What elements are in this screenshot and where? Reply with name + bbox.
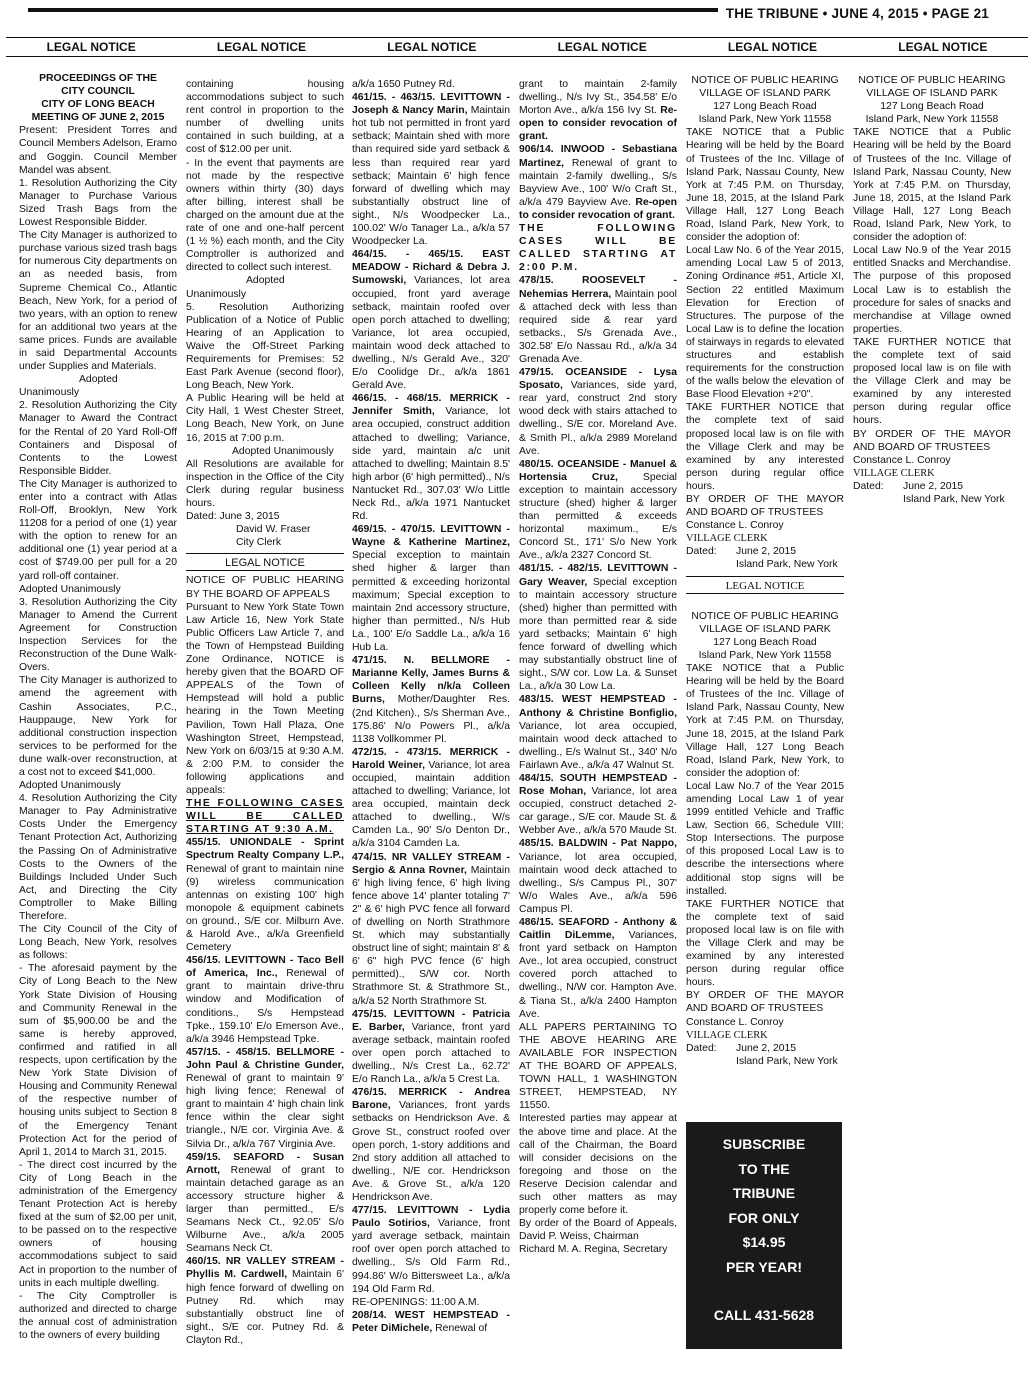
dated-line: Dated: June 3, 2015 (186, 511, 280, 523)
case-text: Variances, front yard setback on Hampton Ave., lot area occupied, construct covered porch attached to dwelling., N/W cor. Hampton Ave. & Tiana St., a/k/a 2400 Hampton Ave. (519, 930, 677, 1020)
paragraph: TAKE FURTHER NOTICE that the complete text of said proposed local law is on file with the Village Clerk and may be examined by any interested person during regular office hours. (686, 898, 844, 989)
notice-title: NOTICE OF PUBLIC HEARING VILLAGE OF ISLAND PARK (858, 75, 1006, 100)
case-text: Variances, lot area occupied, front yard average setback, maintain roofed over open porch attached to dwelling; Variance, lot area occupied, maintain wood deck attached to dwelling., N/s Gerald Ave., 320' E/o Coolidge Dr., a/k/a 1861 Gerald Ave. (352, 275, 510, 392)
case-entry (519, 78, 677, 143)
subscribe-ad (686, 1122, 842, 1349)
case-title: 479/15. OCEANSIDE - Lysa Sposato, (519, 367, 677, 392)
case-title: 459/15. SEAFORD - Susan Arnott, (186, 1151, 344, 1176)
paragraph: The City Manager is authorized to purchase various sized trash bags for numerous City departments on an as needed basis, from Supreme Chemical Co., Atlantic Beach, New York, for a period of two years, with an option to renew for an additional two years at the same prices. Funds are available in said Departmental Accounts under Supplies and Materials. (19, 230, 177, 373)
case-text: Renewal of grant to maintain 2-family dwelling., S/s Bayview Ave., 100' W/o Craft St., a/k/a 479 Bayview Ave. (519, 157, 677, 208)
dated-label: Dated: (686, 546, 717, 558)
case-title: 483/15. WEST HEMPSTEAD - Anthony & Christine Bonfiglio, (519, 694, 677, 719)
case-title: 460/15. NR VALLEY STREAM - Phyllis M. Cardwell, (186, 1256, 344, 1281)
case-title: 455/15. UNIONDALE - Sprint Spectrum Realty Company L.P., (186, 837, 344, 862)
case-entry (519, 143, 677, 222)
case-title: 461/15. - 463/15. LEVITTOWN - Joseph & Nancy Marin, (352, 92, 510, 117)
subscribe-ad-line: TO THE (738, 1160, 790, 1177)
notice-address: Island Park, New York 11558 (865, 114, 999, 126)
case-entry (186, 1046, 344, 1151)
paragraph: Local Law No. 6 of the Year 2015, amending Local Law 5 of 2013, Zoning Ordinance #51, Article XI, Section 22 entitled Maximum Elevation for Erection of Structures. The purpose of the Local Law is to define the location of stairways in regards to elevated structures and establish requirements for the construction of the walls below the elevation of Base Flood Elevation +2'0". (686, 245, 844, 401)
subscribe-ad-price: $14.95 (742, 1234, 786, 1250)
adopted-line: Adopted Unanimously (19, 374, 118, 399)
paragraph: Local Law No.7 of the Year 2015 amending Local Law 1 of year 1999 entitled Vehicle and Traffic Law, Section 66, Schedule VIII: Stop Intersections. The purpose of this proposed Local Law is to describe the intersections where additional stop signs will be installed. (686, 780, 844, 897)
case-title: 466/15. - 468/15. MERRICK - Jennifer Smith, (352, 393, 510, 418)
case-entry (519, 274, 677, 366)
divider (686, 593, 844, 594)
case-entry (352, 746, 510, 851)
case-text: Special exception to maintain accessory structure (shed) higher than permitted with more than permitted rear & side yard setbacks; Maintain 6' high fence forward of dwelling which may substantially obstruct line of sight., S/W cor. Low La. & Sunset La., a/k/a 30 Low La. (519, 576, 677, 693)
paragraph: TAKE NOTICE that a Public Hearing will be held by the Board of Trustees of the Inc. Village of Island Park, Nassau County, New York at 7:45 P.M. on Thursday, June 18, 2015, at the Island Park Village Hall, 127 Long Beach Road, Island Park, New York, to consider the adoption of: (686, 663, 844, 779)
notice-title: NOTICE OF PUBLIC HEARING BY THE BOARD OF APPEALS (186, 575, 344, 600)
case-text: Maintain 6' high fence forward of dwelling on Putney Rd. which may substantially obstruct line of sight., S/E cor. Putney Rd. & Clayton Rd., (186, 1269, 344, 1346)
paragraph: BY ORDER OF THE MAYOR AND BOARD OF TRUSTEES (686, 990, 844, 1015)
section-header-rule-bottom (6, 56, 1028, 57)
case-entry (186, 1255, 344, 1347)
case-title: 471/15. N. BELLMORE - Marianne Kelly, James Burns & Colleen Kelly n/k/a Colleen Burns, (352, 655, 510, 706)
case-entry (352, 851, 510, 1008)
case-entry (186, 954, 344, 1046)
schedule-heading: THE FOLLOWING CASES WILL BE CALLED STARTING AT 2:00 P.M. (519, 223, 677, 274)
case-entry (519, 772, 677, 837)
case-title: 481/15. - 482/15. LEVITTOWN - Gary Weaver, (519, 563, 677, 588)
paragraph: BY ORDER OF THE MAYOR AND BOARD OF TRUSTEES (853, 428, 1011, 453)
case-text: Variance, lot area occupied, maintain wood deck attached to dwelling., E/s Walnut St., 340' N/o Fairlawn Ave., a/k/a 47 Walnut St. (519, 720, 677, 771)
case-title: 477/15. LEVITTOWN - Lydia Paulo Sotirios, (352, 1205, 510, 1230)
signature-title: VILLAGE CLERK (686, 533, 768, 545)
paragraph: TAKE FURTHER NOTICE that the complete text of said proposed local law is on file with the Village Clerk and may be examined by any interested person during regular office hours. (686, 402, 844, 492)
dated-line (853, 480, 1011, 493)
case-text: Special exception to maintain accessory structure (shed) higher & larger than permitted & exceeds horizontal maximum., E/s Concord St., 171' S/o New York Ave., a/k/a 2327 Concord St. (519, 471, 677, 562)
case-entry (352, 1008, 510, 1087)
signature-name: Constance L. Conroy (686, 520, 784, 532)
case-entry (519, 837, 677, 916)
case-title: 478/15. ROOSEVELT - Nehemias Herrera, (519, 275, 677, 300)
paragraph: ALL PAPERS PERTAINING TO THE ABOVE HEARING ARE AVAILABLE FOR INSPECTION AT THE BOARD OF APPEALS, TOWN HALL, 1 WASHINGTON STREET, HEMPSTEAD, NY 11550. (519, 1021, 677, 1112)
notice-title: CITY COUNCIL (61, 86, 135, 98)
notice-address: Island Park, New York 11558 (698, 114, 832, 126)
signature-title: VILLAGE CLERK (686, 1029, 768, 1041)
subscribe-ad-line: TRIBUNE (732, 1185, 796, 1201)
case-text: Variance, lot area occupied, construct addition attached to dwelling; Variance, side yard, maintain a/c unit attached to dwelling; Maintain 8.5' high arbor (6' high permitted)., N/s Nantucket Rd., 307.03' W/o Little Neck Rd., a/k/a 1971 Nantucket Rd. (352, 406, 510, 523)
paragraph: All Resolutions are available for inspection in the Office of the City Clerk during regular business hours. (186, 458, 344, 509)
revocation-note: Re-open to consider revocation of grant. (519, 105, 677, 143)
dated-line (686, 545, 844, 558)
case-title: 472/15. - 473/15. MERRICK - Harold Weiner, (352, 746, 510, 771)
paragraph: 5. Resolution Authorizing Publication of a Notice of Public Hearing of an Application to Waive the Off-Street Parking Requirements for Premises: 52 East Park Avenue (second floor), Long Beach, New York. (186, 301, 344, 392)
paragraph: Local Law No.9 of the Year 2015 entitled Snacks and Merchandise. The purpose of this proposed Local Law is to establish the procedure for sales of snacks and merchandise at Village owned properties. (853, 245, 1011, 335)
case-title: 474/15. NR VALLEY STREAM - Sergio & Anna Rovner, (352, 851, 510, 876)
paragraph: By order of the Board of Appeals, David P. Weiss, Chairman (519, 1218, 677, 1243)
subscribe-ad-line: FOR ONLY (728, 1209, 800, 1226)
case-entry (352, 1204, 510, 1296)
paragraph: The City Manager is authorized to amend the agreement with Cashin Associates, P.C., Hauppauge, New York for additional construction inspection services to be performed for the dune walk-over reconstruction, at a cost not to exceed $41,000. (19, 675, 177, 778)
paragraph: - In the event that payments are not made by the respective owners within thirty (30) days after billing, interest shall be charged on the amount due at the rate of one and one-half percent (1 ½ %) each month, and the City Comptroller is authorized and directed to collect such interest. (186, 157, 344, 274)
paragraph: containing housing accommodations subject to such rent control in proportion to the number of dwelling units contained in such building, at a cost of $12.00 per unit. (186, 79, 344, 156)
case-entry (519, 693, 677, 772)
dated-value: June 2, 2015 (736, 1042, 797, 1054)
case-title: 476/15. MERRICK - Andrea Barone, (352, 1087, 510, 1112)
case-entry (352, 1309, 510, 1335)
signature-name: David W. Fraser (236, 524, 311, 536)
subscribe-ad-line: PER YEAR! (726, 1258, 802, 1275)
section-header-rule-top (6, 37, 1028, 38)
case-entry (352, 523, 510, 654)
dated-place: Island Park, New York (903, 494, 1005, 505)
column-4 (519, 78, 677, 1374)
notice-address: 127 Long Beach Road (713, 101, 817, 113)
paragraph: TAKE NOTICE that a Public Hearing will be held by the Board of Trustees of the Inc. Village of Island Park, Nassau County, New York at 7:45 P.M. on Thursday, June 18, 2015, at the Island Park Village Hall, 127 Long Beach Road, Island Park, New York, to consider the adoption of: (853, 127, 1011, 244)
paragraph: A Public Hearing will be held at City Hall, 1 West Chester Street, Long Beach, New York, on June 16, 2015 at 7:00 p.m. (186, 393, 344, 444)
divider (686, 576, 844, 577)
case-text: Mother/Daughter Res. (2nd Kitchen)., S/s Sherman Ave., 175.86' N/o Powers Pl., a/k/a 1138 Vollkommer Pl. (352, 694, 510, 745)
case-title: 456/15. LEVITTOWN - Taco Bell of America, Inc., (186, 955, 344, 980)
dated-label: Dated: (853, 480, 884, 492)
section-header: LEGAL NOTICE (727, 40, 818, 54)
column-3 (352, 78, 510, 1374)
case-text: Renewal of (432, 1322, 488, 1334)
case-text: Maintain hot tub not permitted in front yard setback; Maintain shed with more than required side yard setback & less than required rear yard setback; Maintain 6' high fence forward of dwelling which may substantially obstruct line of sight., N/s Woodpecker La., 100.02' W/o Tanager La., a/k/a 57 Woodpecker La. (352, 105, 510, 248)
notice-address: Island Park, New York 11558 (698, 649, 832, 661)
case-text: Variance, front yard average setback, maintain roof over open porch attached to dwelling., S/s Old Farm Rd., 994.86' W/o Bittersweet La., a/k/a 194 Old Farm Rd. (352, 1218, 510, 1295)
case-text: Variances, front yards setbacks on Hendrickson Ave. & Grove St., construct roofed over open porch, 1-story additions and 2nd story addition all attached to dwelling., N/E cor. Hendrickson Ave. & Grove St., a/k/a 120 Hendrickson Ave. (352, 1100, 510, 1203)
case-text: Variance, lot area occupied, construct detached 2-car garage., S/E cor. Maude St. & Webber Ave., a/k/a 570 Maude St. (519, 786, 677, 837)
case-text: Special exception to maintain shed higher & larger than permitted & exceeding horizontal maximum; Special exception to maintain 2nd accessory structure, higher than permitted., N/s Hub La., 100' E/o Saddle La., a/k/a 16 Hub La. (352, 550, 510, 654)
paragraph: 4. Resolution Authorizing the City Manager to Pay Administrative Costs Under the Emergency Tenant Protection Act, Authorizing the Passing On of Administrative Costs to the Owners of the Buildings Included Under Such Act, and Directing the City Comptroller to Make Billing Therefore. (19, 793, 177, 922)
notice-address: 127 Long Beach Road (880, 101, 984, 113)
paragraph: - The aforesaid payment by the City of Long Beach to the New York State Division of Housing and Community Renewal in the sum of $5,900.00 be and the same is hereby approved, confirmed and ratified in all respects, upon certification by the New York State Division of Housing and Community Renewal of the respective number of housing units subject to Section 8 of the Emergency Tenant Protection Act for the period of April 1, 2014 to March 31, 2015. (19, 963, 177, 1158)
case-entry (519, 916, 677, 1021)
paragraph: - The direct cost incurred by the City of Long Beach in the administration of the Emergency Tenant Protection Act is hereby fixed at the sum of $2.00 per unit, to be passed on to the respective owners of housing accommodations subject to said Act in proportion to the number of units in each multiple dwelling. (19, 1159, 177, 1289)
signature-name: Constance L. Conroy (853, 454, 951, 466)
paragraph: The City Council of the City of Long Beach, New York, resolves as follows: (19, 924, 177, 962)
dated-line (686, 1042, 844, 1055)
paragraph: TAKE NOTICE that a Public Hearing will be held by the Board of Trustees of the Inc. Village of Island Park, Nassau County, New York at 7:45 P.M. on Thursday, June 18, 2015, at the Island Park Village Hall, 127 Long Beach Road, Island Park, New York, to consider the adoption of: (686, 127, 844, 244)
paragraph: - The City Comptroller is authorized and directed to charge the annual cost of administration to the owners of every building (19, 1290, 177, 1341)
case-title: 208/14. WEST HEMPSTEAD - Peter DiMichele, (352, 1309, 510, 1334)
paragraph: Interested parties may appear at the above time and place. At the call of the Chairman, the Board will consider decisions on the foregoing and those on the Reserve Decision calendar and such other matters as may properly come before it. (519, 1113, 677, 1217)
paragraph: BY ORDER OF THE MAYOR AND BOARD OF TRUSTEES (686, 494, 844, 519)
signature-title: VILLAGE CLERK (853, 467, 935, 479)
case-title: 485/15. BALDWIN - Pat Nappo, (519, 838, 677, 850)
case-entry (186, 1151, 344, 1256)
divider (186, 553, 344, 554)
case-text: Variances, side yard, rear yard, construct 2nd story wood deck with stairs attached to dwelling., S/E cor. Moreland Ave. & Smith Pl., a/k/a 2989 Moreland Ave. (519, 380, 677, 457)
notice-title: PROCEEDINGS OF THE (39, 73, 157, 84)
case-text: Variance, lot area occupied, maintain wood deck attached to dwelling., S/s Campus Pl., 307' W/o Wales Ave., a/k/a 596 Campus Pl. (519, 851, 677, 915)
case-title: 906/14. INWOOD - Sebastiana Martinez, (519, 144, 677, 169)
case-entry (186, 836, 344, 954)
case-text: Renewal of grant to maintain nine (9) wireless communication antennas on existing 100' high monopole & equipment cabinets on ground., S/E cor. Milburn Ave. & Harold Ave., a/k/a Greenfield Cemetery (186, 863, 344, 954)
case-entry (352, 248, 510, 392)
case-title: 469/15. - 470/15. LEVITTOWN - Wayne & Katherine Martinez, (352, 524, 510, 549)
case-title: 464/15. - 465/15. EAST MEADOW - Richard & Debra J. Sumowski, (352, 249, 510, 287)
column-6 (853, 74, 1011, 1370)
case-text: Variance, lot area occupied, maintain addition attached to dwelling; Variance, lot area occupied, maintain deck attached to dwelling., W/s Camden La., 90' S/o Denton Dr., a/k/a 3104 Camden La. (352, 759, 510, 850)
case-entry (519, 366, 677, 458)
adopted-line: Adopted Unanimously (19, 583, 121, 595)
paragraph: 1. Resolution Authorizing the City Manager to Purchase Various Sized Trash Bags from the Lowest Responsible Bidder. (19, 177, 177, 229)
notice-title: MEETING OF JUNE 2, 2015 (31, 112, 165, 124)
column-1 (19, 72, 177, 1368)
dated-place: Island Park, New York (736, 559, 838, 571)
case-text: Variance, front yard average setback, maintain roofed over open porch attached to dwelling., N/s Crest La., 62.72' E/o Ranch La., a/k/a 5 Crest La. (352, 1021, 510, 1086)
section-header: LEGAL NOTICE (898, 40, 988, 54)
case-text: Renewal of grant to maintain detached garage as an accessory structure higher & larger than permitted., E/s Seamans Neck Ct., 92.05' S/o Wilburne Ave., a/k/a 2005 Seamans Neck Ct. (186, 1164, 344, 1255)
signature-title: City Clerk (236, 537, 282, 549)
case-text: Maintain 6' high living fence, 6' high living fence above 14' planter totaling 7' 2" & 6' high PVC fence all forward of dwelling on North Strathmore St. which may substantially obstruct line of sight; maintain 8' & 6' 6" high PVC fence (6' high permitted)., S/W cor. North Strathmore St. & Strathmore St., a/k/a 52 North Strathmore St. (352, 864, 510, 1007)
notice-title: NOTICE OF PUBLIC HEARING VILLAGE OF ISLAND PARK (691, 75, 839, 100)
paragraph: Richard M. A. Regina, Secretary (519, 1244, 668, 1256)
case-title: 457/15. - 458/15. BELLMORE - John Paul & Christine Gunder, (186, 1046, 344, 1071)
section-header: LEGAL NOTICE (387, 40, 477, 54)
signature-name: Constance L. Conroy (686, 1016, 784, 1028)
divider (186, 570, 344, 571)
paragraph: TAKE FURTHER NOTICE that the complete text of said proposed local law is on file with the Village Clerk and may be examined by any interested person during regular office hours. (853, 336, 1011, 427)
section-header: LEGAL NOTICE (557, 40, 647, 54)
case-entry (352, 91, 510, 248)
legal-notice-heading: LEGAL NOTICE (725, 579, 805, 592)
case-entry (352, 1086, 510, 1204)
masthead: THE TRIBUNE • JUNE 4, 2015 • PAGE 21 (725, 6, 989, 21)
case-title: 486/15. SEAFORD - Anthony & Caitlin DiLemme, (519, 917, 677, 942)
case-entry (519, 562, 677, 693)
paragraph: Pursuant to New York State Town Law Article 16, New York State Public Officers Law Article 7, and the Town of Hempstead Building Zone Ordinance, NOTICE is hereby given that the BOARD OF APPEALS of the Town of Hempstead will hold a public hearing in the Town Meeting Pavilion, Town Hall Plaza, One Washington Street, Hempstead, New York on 6/03/15 at 9:30 A.M. & 2:00 P.M. to consider the following applications and appeals: (186, 601, 344, 796)
column-2 (186, 78, 344, 1374)
masthead-rule (28, 8, 718, 12)
case-entry (519, 458, 677, 563)
case-text: grant to maintain 2-family dwelling., N/s Ivy St., 354.58' E/o Morton Ave., a/k/a 156 Ivy St. (519, 79, 677, 117)
notice-title: NOTICE OF PUBLIC HEARING VILLAGE OF ISLAND PARK (691, 610, 839, 635)
reopenings-heading: RE-OPENINGS: 11:00 A.M. (352, 1296, 480, 1308)
dated-value: June 2, 2015 (903, 480, 964, 492)
paragraph: a/k/a 1650 Putney Rd. (352, 79, 455, 90)
case-title: 484/15. SOUTH HEMPSTEAD - Rose Mohan, (519, 772, 677, 798)
legal-notice-heading: LEGAL NOTICE (225, 557, 305, 570)
case-title: 475/15. LEVITTOWN - Patricia E. Barber, (352, 1008, 510, 1033)
notice-title: CITY OF LONG BEACH (41, 99, 155, 111)
dated-label: Dated: (686, 1042, 717, 1054)
subscribe-ad-line: SUBSCRIBE (722, 1136, 806, 1152)
dated-place: Island Park, New York (736, 1055, 838, 1067)
revocation-note: Re-open to consider revocation of grant. (519, 196, 677, 221)
paragraph: 3. Resolution Authorizing the City Manager to Amend the Current Agreement for Construction Inspection Services for the Reconstruction of the Dune Walk-Overs. (19, 596, 177, 674)
adopted-line: Adopted Unanimously (186, 275, 285, 300)
case-text: Renewal of grant to maintain drive-thru window and Modification of conditions., S/s Hempstead Tpke., 159.10' E/o Emerson Ave., a/k/a 3946 Hempstead Tpke. (186, 968, 344, 1045)
paragraph: 2. Resolution Authorizing the City Manager to Award the Contract for the Rental of 20 Yard Roll-Off Containers and Disposal of Contents to the Lowest Responsible Bidder. (19, 400, 177, 477)
case-text: Renewal of grant to maintain 9' high living fence; Renewal of grant to maintain 4' high chain link fence within the clear sight triangle., N/E cor. Virginia Ave. & Silvia Dr., a/k/a 767 Virginia Ave. (186, 1073, 344, 1150)
adopted-line: Adopted Unanimously (232, 445, 334, 457)
case-title: 480/15. OCEANSIDE - Manuel & Hortensia Cruz, (519, 458, 677, 483)
adopted-line: Adopted Unanimously (19, 780, 121, 792)
paragraph: Present: President Torres and Council Members Adelson, Eramo and Goggin. Council Member Mandel was absent. (19, 125, 177, 176)
case-entry (352, 654, 510, 746)
schedule-heading: THE FOLLOWING CASES WILL BE CALLED STARTING AT 9:30 A.M. (186, 798, 344, 836)
section-header: LEGAL NOTICE (46, 40, 136, 54)
case-text: Maintain pool & attached deck with less than required side & rear yard setbacks., S/s Grenada Ave., 302.58' E/o Nassau Rd., a/k/a 34 Grenada Ave. (519, 288, 677, 365)
paragraph: The City Manager is authorized to enter into a contract with Atlas Roll-Off, Brooklyn, New York 11208 for a period of one (1) year with the option to renew for an additional one (1) year period at a cost of $749.00 per pull for a 20 yard roll-off container. (19, 478, 177, 582)
section-header: LEGAL NOTICE (216, 40, 307, 54)
section-header-row (6, 39, 1028, 55)
dated-value: June 2, 2015 (736, 546, 797, 558)
notice-address: 127 Long Beach Road (713, 636, 817, 648)
subscribe-ad-phone: CALL 431-5628 (713, 1307, 815, 1323)
case-entry (352, 392, 510, 523)
